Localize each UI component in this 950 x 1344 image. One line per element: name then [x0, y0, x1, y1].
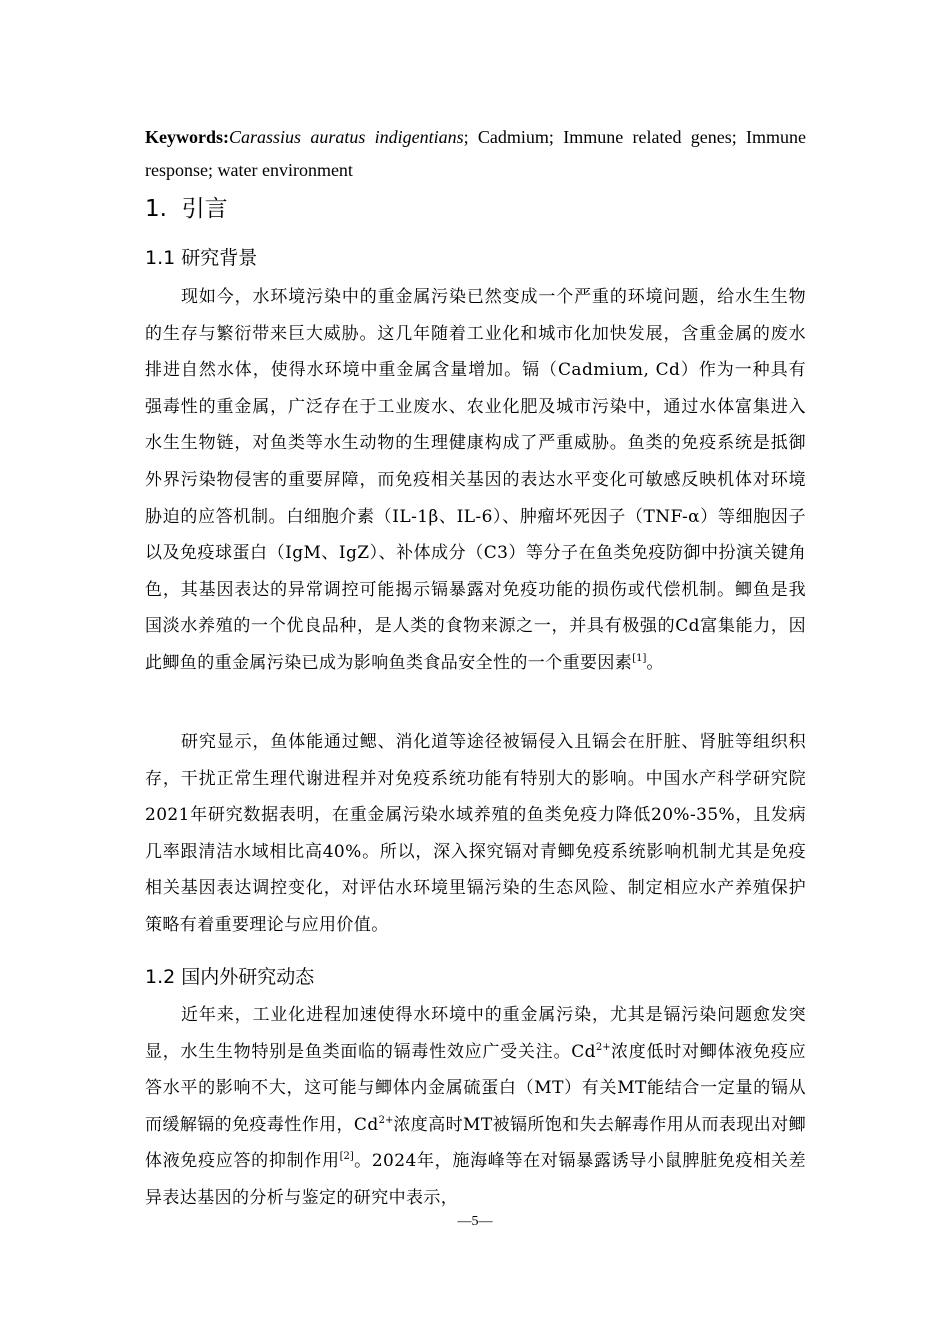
keywords-label: Keywords: [145, 127, 229, 147]
paragraph-text-b: 浓度低时对鲫体液免疫应答水平的影响不大，这可能与鲫体内金属硫蛋白（MT）有关MT能结合一定量的镉从而缓解镉的免疫毒性作用，Cd [145, 1041, 806, 1135]
paragraph-text: 现如今，水环境污染中的重金属污染已然变成一个严重的环境问题，给水生生物的生存与繁衍带来巨大威胁。这几年随着工业化和城市化加快发展，含重金属的废水排进自然水体，使得水环境中重金属含量增加。镉（Cadmium, Cd）作为一种具有强毒性的重金属，广泛存在于工业废水、农业化肥及城市污染中，通过水体富集进入水生生物链，对鱼类等水生动物的生理健康构成了严重威胁。鱼类的免疫系统是抵御外界污染物侵害的重要屏障，而免疫相关基因的表达水平变化可敏感反映机体对环境胁迫的应答机制。白细胞介素（IL-1β、IL-6）、肿瘤坏死因子（TNF-α）等细胞因子以及免疫球蛋白（IgM、IgZ）、补体成分（C3）等分子在鱼类免疫防御中扮演关键角色，其基因表达的异常调控可能揭示镉暴露对免疫功能的损伤或代偿机制。鲫鱼是我国淡水养殖的一个优良品种，是人类的食物来源之一，并具有极强的Cd富集能力，因此鲫鱼的重金属污染已成为影响鱼类食品安全性的一个重要因素 [145, 287, 806, 673]
section-heading-background: 1.1 研究背景 [145, 247, 258, 269]
paragraph-end: 。 [646, 652, 664, 673]
paragraph-text-d: 。2024年，施海峰等在对镉暴露诱导小鼠脾脏免疫相关差异表达基因的分析与鉴定的研究中表示， [145, 1151, 806, 1208]
section-heading-introduction: 1. 引言 [145, 196, 228, 222]
superscript-charge-2: 2+ [378, 1114, 394, 1126]
superscript-charge-1: 2+ [595, 1041, 611, 1053]
citation-ref: [2] [339, 1151, 354, 1163]
keywords-block [145, 121, 806, 187]
paragraph-research-status-1 [145, 997, 806, 1217]
paragraph-text-c: 浓度高时MT被镉所饱和失去解毒作用从而表现出对鲫体液免疫应答的抑制作用 [145, 1114, 806, 1172]
section-heading-research-status: 1.2 国内外研究动态 [145, 966, 315, 988]
paragraph-background-1 [145, 279, 806, 682]
paragraph-text-a: 近年来，工业化进程加速使得水环境中的重金属污染，尤其是镉污染问题愈发突显，水生生物特别是鱼类面临的镉毒性效应广受关注。Cd [145, 1005, 806, 1062]
keywords-species: Carassius auratus indigentians [229, 127, 464, 147]
page-number: —5— [457, 1214, 493, 1229]
citation-ref: [1] [632, 652, 647, 664]
keywords-list: ; Cadmium; Immune related genes; Immune response; water environment [145, 127, 806, 180]
paragraph-background-2: 研究显示，鱼体能通过鳃、消化道等途径被镉侵入且镉会在肝脏、肾脏等组织积存，干扰正常生理代谢进程并对免疫系统功能有特别大的影响。中国水产科学研究院2021年研究数据表明，在重金属污染水域养殖的鱼类免疫力降低20%-35%，且发病几率跟清洁水域相比高40%。所以，深入探究镉对青鲫免疫系统影响机制尤其是免疫相关基因表达调控变化，对评估水环境里镉污染的生态风险、制定相应水产养殖保护策略有着重要理论与应用价值。 [145, 732, 806, 935]
